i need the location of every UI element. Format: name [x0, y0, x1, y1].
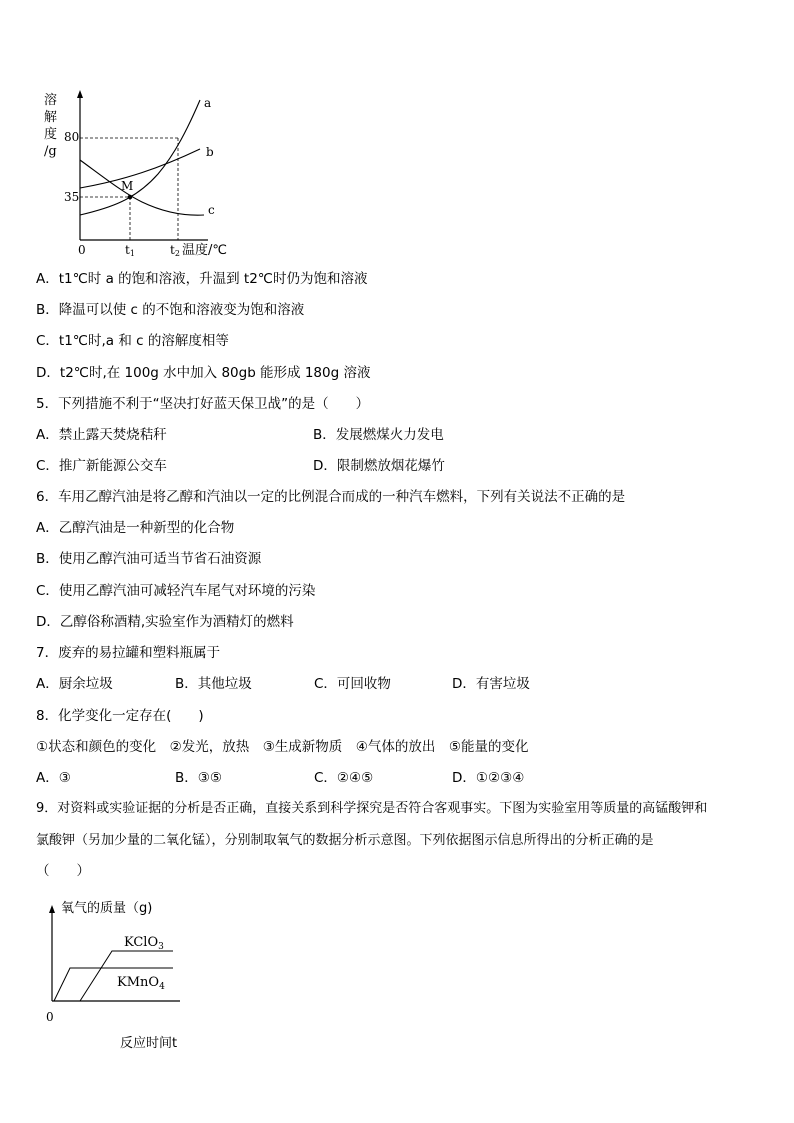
origin-2-label: 0 — [46, 1010, 54, 1024]
q7-option-b: B．其他垃圾 — [175, 676, 252, 692]
q6-option-b: B．使用乙醇汽油可适当节省石油资源 — [36, 551, 262, 567]
q4-option-d: D．t2℃时,在 100g 水中加入 80gb 能形成 180g 溶液 — [36, 365, 371, 381]
q4-option-c: C．t1℃时,a 和 c 的溶解度相等 — [36, 333, 229, 349]
x-axis-2-label: 反应时间t — [120, 1036, 178, 1051]
x-axis-label: 温度/℃ — [182, 243, 227, 258]
y-axis-arrow — [77, 90, 83, 98]
y-label-char-1: 溶 — [44, 93, 58, 108]
q5-stem: 5．下列措施不利于“坚决打好蓝天保卫战”的是（ ） — [36, 396, 370, 412]
x-tick-t2: t2 — [170, 243, 180, 258]
q7-stem: 7．废弃的易拉罐和塑料瓶属于 — [36, 645, 221, 661]
q7-option-d: D．有害垃圾 — [452, 676, 530, 692]
q6-option-d: D．乙醇俗称酒精,实验室作为酒精灯的燃料 — [36, 614, 294, 630]
q8-option-d: D．①②③④ — [452, 770, 525, 786]
q8-option-c: C．②④⑤ — [314, 770, 374, 786]
q9-stem-line1: 9．对资料或实验证据的分析是否正确，直接关系到科学探究是否符合客观事实。下图为实验室用等质量的高锰酸钾和 — [36, 801, 708, 816]
curve-b-label: b — [206, 145, 214, 159]
point-m — [128, 195, 133, 200]
q8-items: ①状态和颜色的变化 ②发光，放热 ③生成新物质 ④气体的放出 ⑤能量的变化 — [36, 739, 529, 755]
y-axis-2-arrow — [49, 905, 55, 913]
q5-option-d: D．限制燃放烟花爆竹 — [313, 458, 445, 474]
q8-stem: 8．化学变化一定存在( ) — [36, 708, 204, 724]
q4-option-a: A．t1℃时 a 的饱和溶液，升温到 t2℃时仍为饱和溶液 — [36, 271, 368, 287]
curve-b — [80, 149, 200, 188]
q7-option-c: C．可回收物 — [314, 676, 391, 692]
series-kmno4-label: KMnO$_4$ — [117, 975, 165, 992]
solubility-chart — [40, 88, 250, 260]
y-axis-2-label: 氧气的质量（g) — [61, 901, 153, 916]
oxygen-chart — [40, 896, 200, 1054]
q9-stem-line2: 氯酸钾（另加少量的二氧化锰），分别制取氧气的数据分析示意图。下列依据图示信息所得出的分析正确的是 — [36, 833, 654, 848]
q8-option-a: A．③ — [36, 770, 71, 786]
q5-option-b: B．发展燃煤火力发电 — [313, 427, 444, 443]
x-tick-t1: t1 — [125, 243, 135, 258]
q5-option-a: A．禁止露天焚烧秸秆 — [36, 427, 167, 443]
y-label-unit: /g — [44, 144, 57, 159]
q6-option-a: A．乙醇汽油是一种新型的化合物 — [36, 520, 235, 536]
curve-c-label: c — [208, 203, 215, 217]
point-m-label: M — [121, 179, 134, 193]
q7-option-a: A．厨余垃圾 — [36, 676, 113, 692]
y-tick-35: 35 — [64, 190, 80, 204]
origin-label: 0 — [78, 243, 86, 257]
q9-stem-line3: （ ） — [36, 863, 90, 879]
y-tick-80: 80 — [64, 130, 80, 144]
q5-option-c: C．推广新能源公交车 — [36, 458, 167, 474]
curve-a-label: a — [204, 96, 212, 110]
q4-option-b: B．降温可以使 c 的不饱和溶液变为饱和溶液 — [36, 302, 305, 318]
y-label-char-3: 度 — [44, 127, 58, 142]
series-kclo3-label: KClO$_3$ — [124, 935, 164, 952]
curve-c — [80, 160, 204, 215]
q6-stem: 6．车用乙醇汽油是将乙醇和汽油以一定的比例混合而成的一种汽车燃料，下列有关说法不正确的是 — [36, 489, 626, 505]
y-label-char-2: 解 — [44, 110, 58, 125]
q8-option-b: B．③⑤ — [175, 770, 222, 786]
q6-option-c: C．使用乙醇汽油可减轻汽车尾气对环境的污染 — [36, 583, 316, 599]
